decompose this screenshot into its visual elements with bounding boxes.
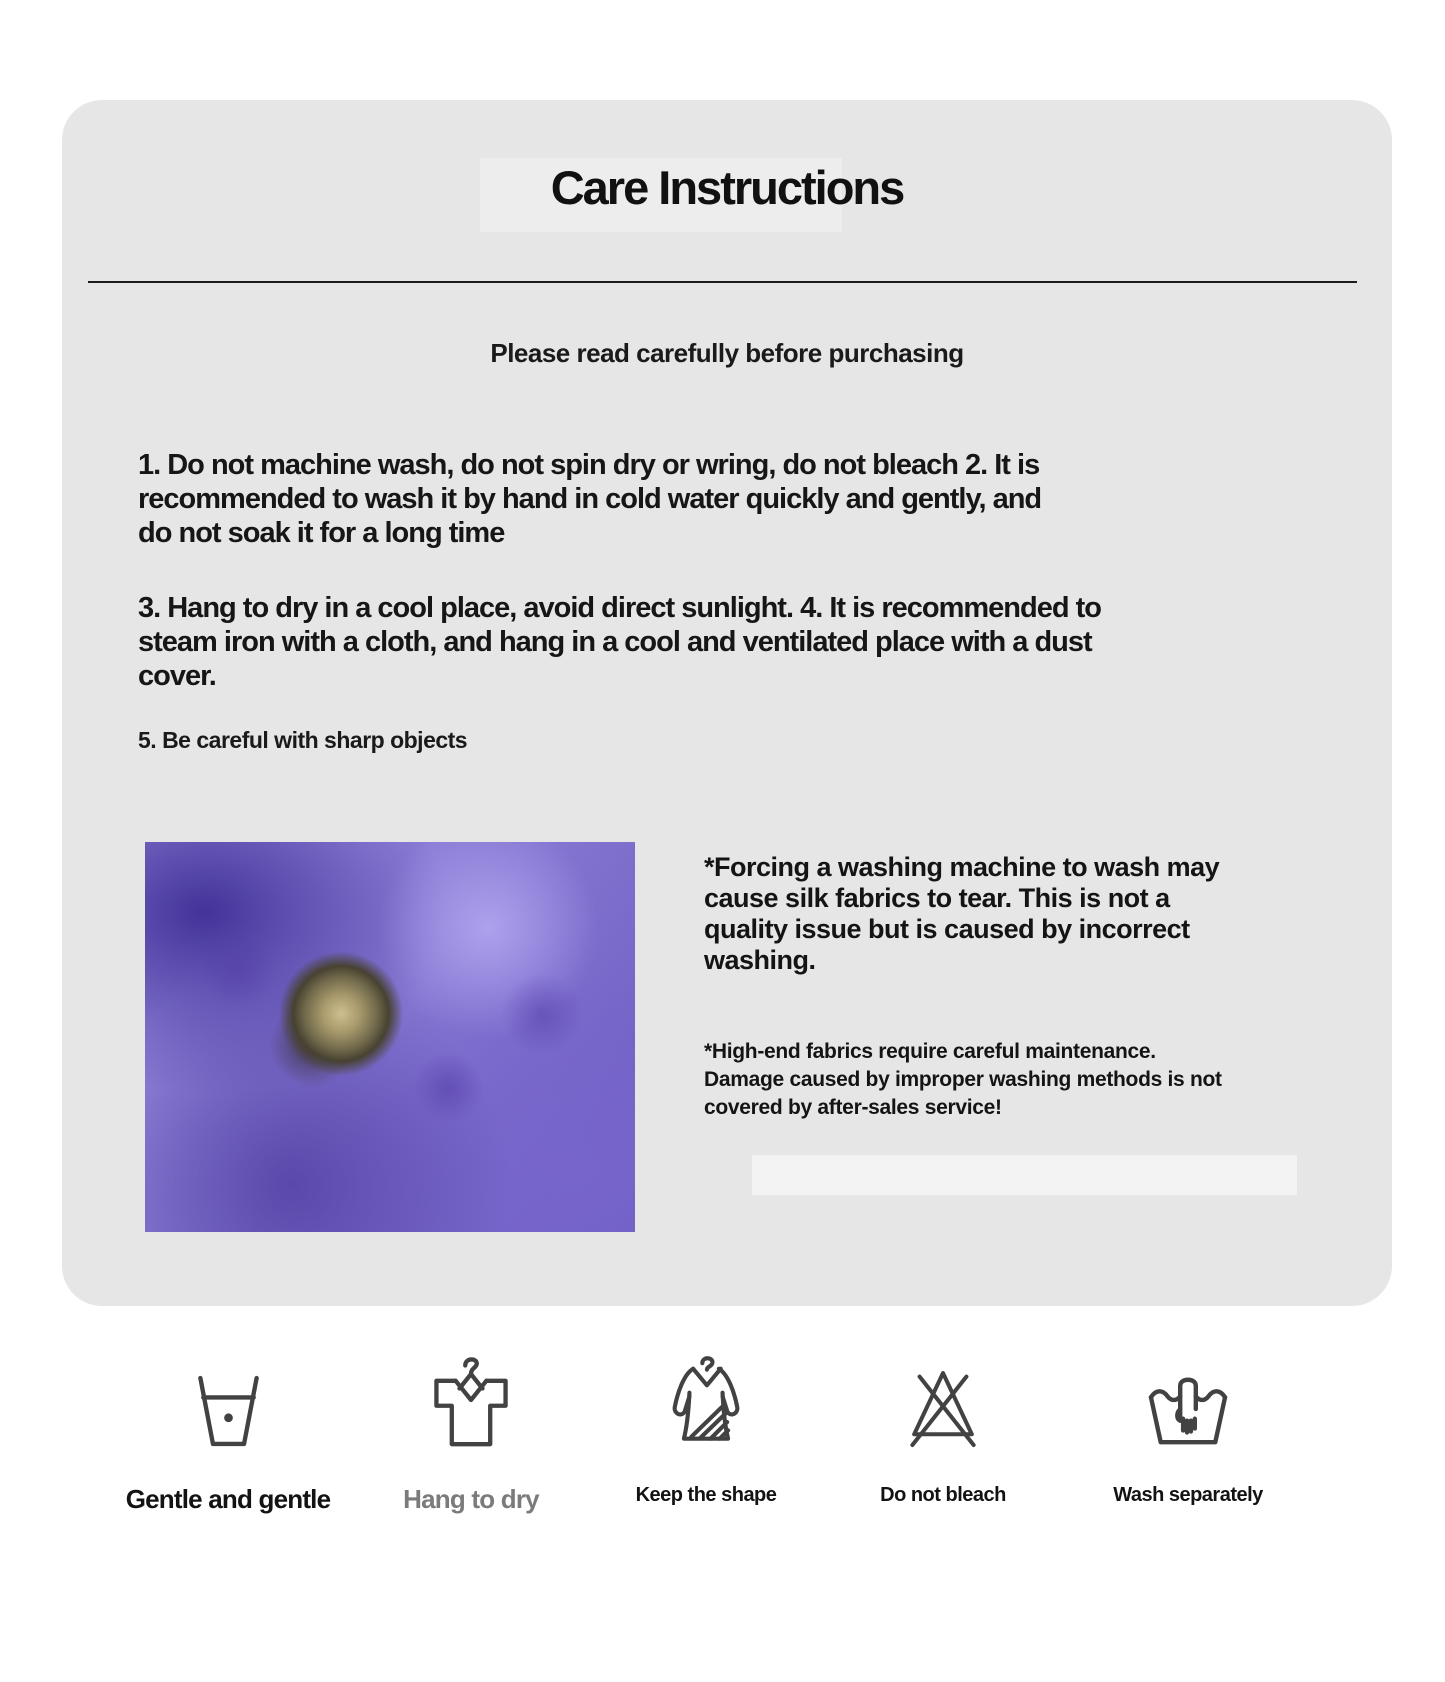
care-symbol-no-bleach bbox=[823, 1372, 1063, 1507]
symbol-label: Wash separately bbox=[1113, 1484, 1263, 1506]
gentle-wash-tub-icon bbox=[180, 1374, 277, 1448]
icon-area bbox=[586, 1372, 826, 1448]
title-divider-line bbox=[88, 281, 1357, 283]
wash-instructions-paragraph-2 bbox=[138, 591, 1101, 693]
do-not-bleach-triangle-icon bbox=[898, 1362, 988, 1448]
care-symbol-hang-dry bbox=[351, 1372, 591, 1515]
symbol-label: Hang to dry bbox=[403, 1484, 539, 1514]
text-line: do not soak it for a long time bbox=[138, 517, 505, 549]
care-symbol-keep-shape bbox=[586, 1372, 826, 1507]
text-line: cover. bbox=[138, 660, 216, 692]
text-line: recommended to wash it by hand in cold water quickly and gently, and bbox=[138, 483, 1042, 515]
keep-shape-garment-icon bbox=[660, 1352, 752, 1448]
text-line: washing. bbox=[704, 945, 816, 975]
text-line: cause silk fabrics to tear. This is not a bbox=[704, 883, 1170, 913]
machine-wash-warning bbox=[704, 852, 1219, 976]
symbol-label: Do not bleach bbox=[880, 1484, 1006, 1506]
text-line: quality issue but is caused by incorrect bbox=[704, 914, 1190, 944]
background-light-patch bbox=[752, 1155, 1297, 1195]
symbol-label: Keep the shape bbox=[635, 1484, 777, 1506]
care-instructions-card bbox=[62, 100, 1392, 1306]
after-sales-warning bbox=[704, 1038, 1222, 1122]
text-line: covered by after-sales service! bbox=[704, 1096, 1002, 1119]
text-line: 3. Hang to dry in a cool place, avoid direct sunlight. 4. It is recommended to bbox=[138, 592, 1101, 624]
text-line: steam iron with a cloth, and hang in a cool and ventilated place with a dust bbox=[138, 626, 1092, 658]
subtitle: Please read carefully before purchasing bbox=[490, 338, 964, 368]
sharp-objects-note: 5. Be careful with sharp objects bbox=[138, 727, 468, 753]
icon-area bbox=[1068, 1372, 1308, 1448]
wash-instructions-paragraph-1 bbox=[138, 448, 1041, 550]
text-line: *High-end fabrics require careful maintenance. bbox=[704, 1040, 1156, 1063]
text-line: *Forcing a washing machine to wash may bbox=[704, 852, 1220, 882]
text-line: 1. Do not machine wash, do not spin dry or wring, do not bleach 2. It is bbox=[138, 449, 1040, 481]
wash-separately-hand-icon bbox=[1138, 1370, 1238, 1448]
icon-area bbox=[351, 1372, 591, 1448]
torn-purple-silk-photo bbox=[145, 842, 635, 1232]
page-title: Care Instructions bbox=[550, 161, 904, 214]
care-symbol-gentle-wash bbox=[108, 1372, 348, 1515]
icon-area bbox=[823, 1372, 1063, 1448]
symbol-label: Gentle and gentle bbox=[125, 1484, 331, 1514]
text-line: Damage caused by improper washing methods is not bbox=[704, 1068, 1222, 1091]
care-symbol-wash-separately bbox=[1068, 1372, 1308, 1507]
icon-area bbox=[108, 1372, 348, 1448]
hang-to-dry-shirt-icon bbox=[422, 1352, 520, 1448]
